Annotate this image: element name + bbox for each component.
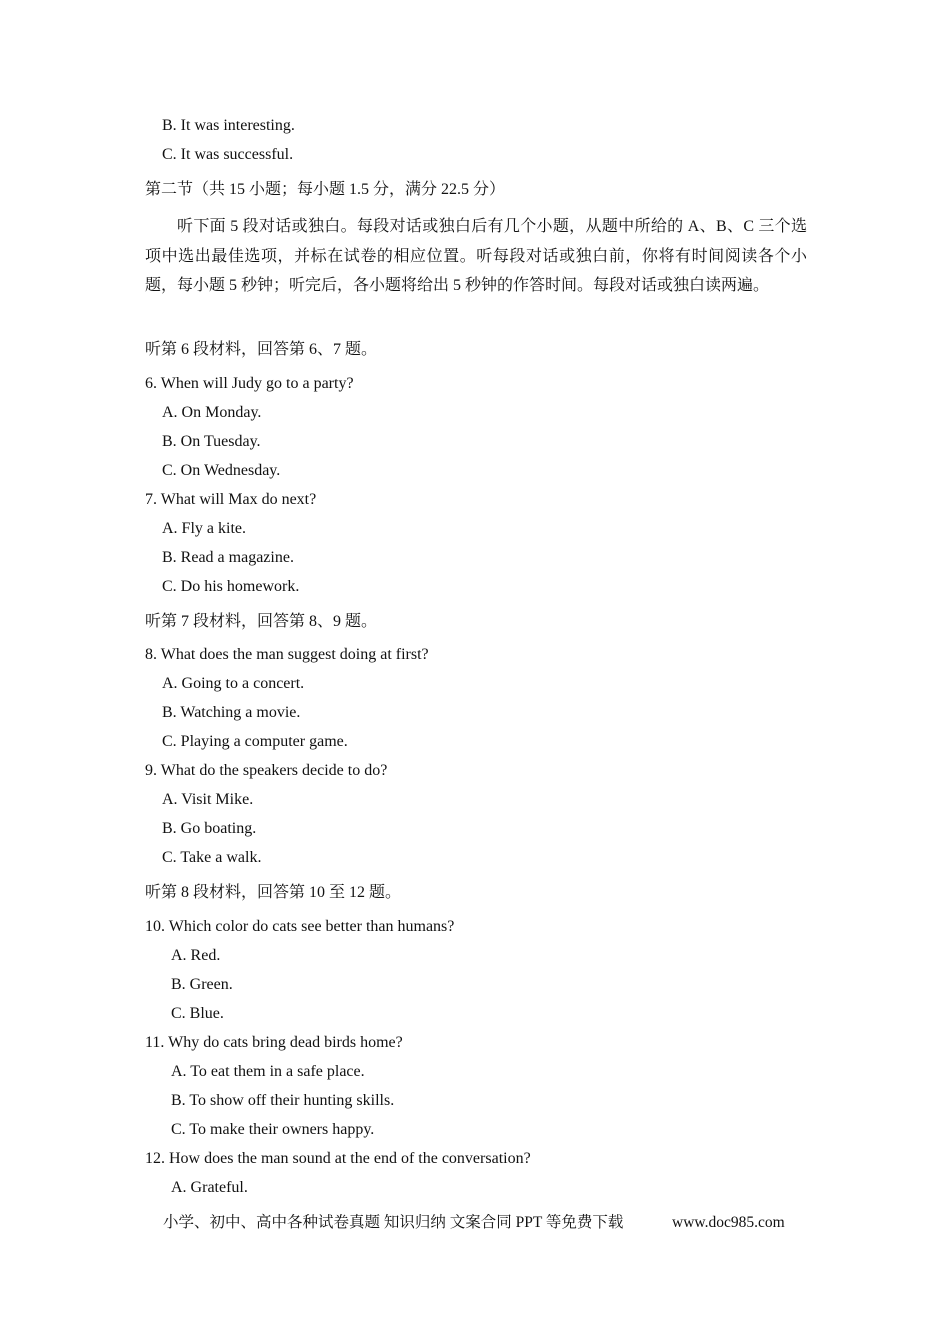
text-line: B. Read a magazine. bbox=[162, 549, 294, 566]
text-line: 7. What will Max do next? bbox=[145, 491, 317, 508]
text-line: 12. How does the man sound at the end of the conversation? bbox=[145, 1150, 531, 1167]
section-instructions: 听下面 5 段对话或独白。每段对话或独白后有几个小题，从题中所给的 A、B、C 三个选项中选出最佳选项，并标在试卷的相应位置。听每段对话或独白前，你将有时间阅读各个小题，每小题 5 秒钟；听完后，各小题将给出 5 秒钟的作答时间。每段对话或独白读两遍。 bbox=[145, 218, 807, 294]
text-line: C. Blue. bbox=[171, 1005, 224, 1022]
text-line: A. Visit Mike. bbox=[162, 791, 254, 808]
text-line: 听第 8 段材料，回答第 10 至 12 题。 bbox=[145, 884, 402, 901]
text-line: 8. What does the man suggest doing at first? bbox=[145, 646, 429, 663]
text-line: 听第 6 段材料，回答第 6、7 题。 bbox=[145, 341, 378, 358]
text-line: 11. Why do cats bring dead birds home? bbox=[145, 1034, 403, 1051]
footer-promo-text: 小学、初中、高中各种试卷真题 知识归纳 文案合同 PPT 等免费下载 bbox=[163, 1214, 624, 1231]
text-line: B. Go boating. bbox=[162, 820, 257, 837]
text-line: A. To eat them in a safe place. bbox=[171, 1063, 365, 1080]
text-line: A. On Monday. bbox=[162, 404, 262, 421]
text-line: C. On Wednesday. bbox=[162, 462, 281, 479]
text-line: A. Grateful. bbox=[171, 1179, 248, 1196]
text-line: 10. Which color do cats see better than humans? bbox=[145, 918, 455, 935]
footer-url: www.doc985.com bbox=[672, 1214, 785, 1231]
text-line: 第二节（共 15 小题；每小题 1.5 分，满分 22.5 分） bbox=[145, 181, 506, 198]
text-line: A. Red. bbox=[171, 947, 221, 964]
text-line: C. It was successful. bbox=[162, 146, 294, 163]
text-line: C. Playing a computer game. bbox=[162, 733, 348, 750]
text-line: 听第 7 段材料，回答第 8、9 题。 bbox=[145, 613, 378, 630]
text-line: C. To make their owners happy. bbox=[171, 1121, 375, 1138]
text-line: B. It was interesting. bbox=[162, 117, 295, 134]
text-line: 9. What do the speakers decide to do? bbox=[145, 762, 388, 779]
text-line: B. Green. bbox=[171, 976, 233, 993]
text-line: B. On Tuesday. bbox=[162, 433, 261, 450]
text-line: A. Going to a concert. bbox=[162, 675, 305, 692]
text-line: C. Take a walk. bbox=[162, 849, 262, 866]
text-line: 6. When will Judy go to a party? bbox=[145, 375, 354, 392]
text-line: B. Watching a movie. bbox=[162, 704, 301, 721]
text-line: B. To show off their hunting skills. bbox=[171, 1092, 395, 1109]
text-line: C. Do his homework. bbox=[162, 578, 300, 595]
text-line: A. Fly a kite. bbox=[162, 520, 246, 537]
